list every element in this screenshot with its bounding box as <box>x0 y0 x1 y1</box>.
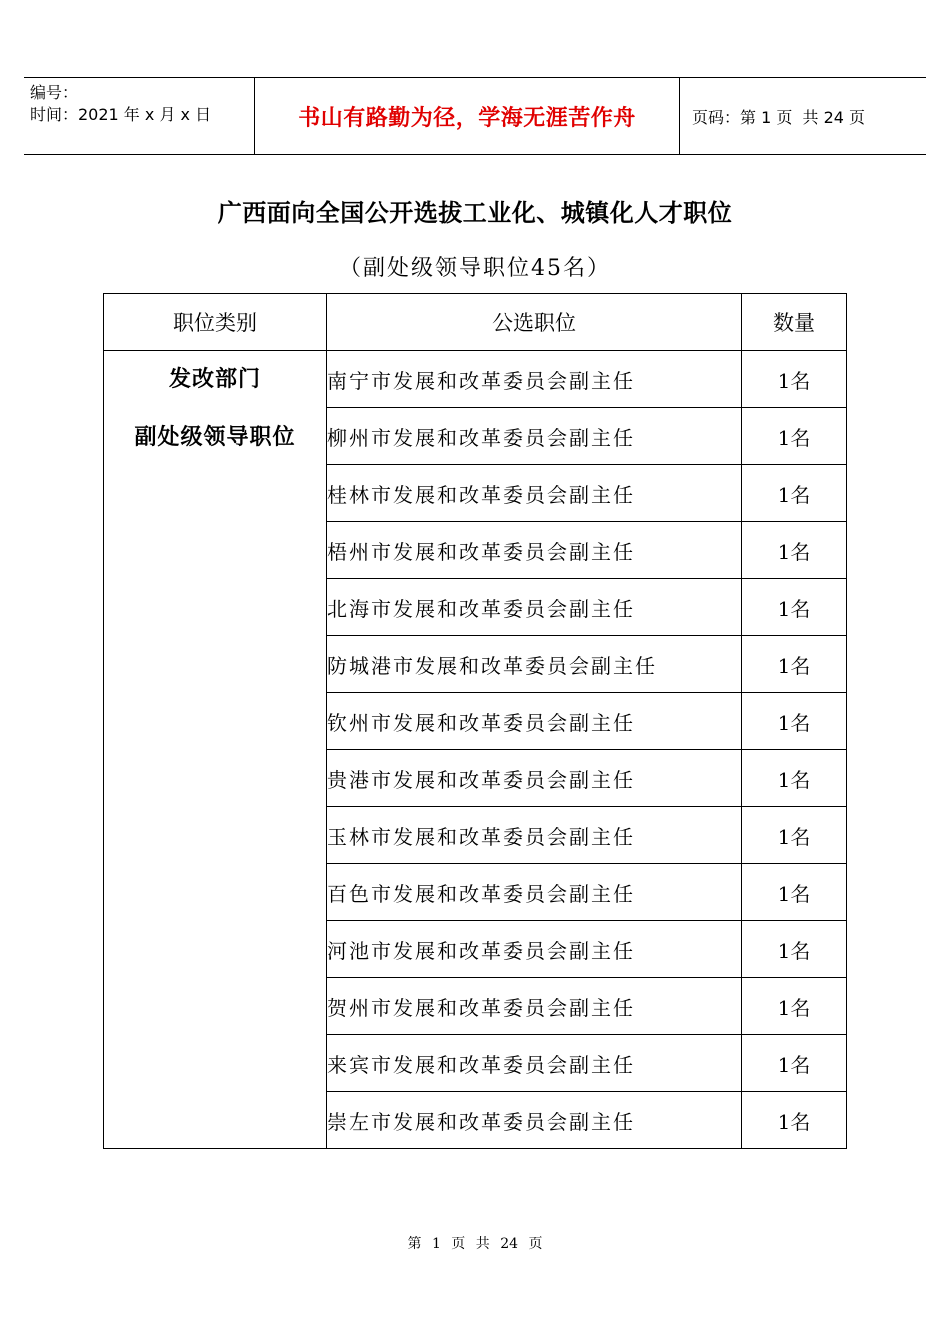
table-body <box>104 351 847 1149</box>
position-cell: 梧州市发展和改革委员会副主任 <box>327 522 742 579</box>
position-cell: 河池市发展和改革委员会副主任 <box>327 921 742 978</box>
position-cell: 南宁市发展和改革委员会副主任 <box>327 351 742 408</box>
header-motto: 书山有路勤为径，学海无涯苦作舟 <box>254 78 680 154</box>
quantity-cell: 1名 <box>742 978 847 1035</box>
serial-label: 编号： <box>30 83 79 102</box>
header-meta <box>24 78 254 154</box>
position-cell: 百色市发展和改革委员会副主任 <box>327 864 742 921</box>
page-header <box>24 77 926 155</box>
document-title: 广西面向全国公开选拔工业化、城镇化人才职位 <box>217 199 733 227</box>
quantity-cell: 1名 <box>742 921 847 978</box>
position-cell: 贺州市发展和改革委员会副主任 <box>327 978 742 1035</box>
header-page-info <box>680 78 926 154</box>
header-category: 职位类别 <box>104 294 327 351</box>
header-quantity: 数量 <box>742 294 847 351</box>
position-cell: 钦州市发展和改革委员会副主任 <box>327 693 742 750</box>
quantity-cell: 1名 <box>742 465 847 522</box>
quantity-cell: 1名 <box>742 693 847 750</box>
document-subtitle: （副处级领导职位45名） <box>339 256 611 281</box>
table-header-row <box>104 294 847 351</box>
category-line-1: 发改部门 <box>168 367 261 392</box>
position-cell: 防城港市发展和改革委员会副主任 <box>327 636 742 693</box>
position-cell: 柳州市发展和改革委员会副主任 <box>327 408 742 465</box>
quantity-cell: 1名 <box>742 1092 847 1149</box>
quantity-cell: 1名 <box>742 750 847 807</box>
quantity-cell: 1名 <box>742 579 847 636</box>
header-position: 公选职位 <box>327 294 742 351</box>
position-cell: 北海市发展和改革委员会副主任 <box>327 579 742 636</box>
quantity-cell: 1名 <box>742 1035 847 1092</box>
quantity-cell: 1名 <box>742 408 847 465</box>
position-cell: 贵港市发展和改革委员会副主任 <box>327 750 742 807</box>
table-row <box>104 351 847 408</box>
quantity-cell: 1名 <box>742 864 847 921</box>
category-line-2: 副处级领导职位 <box>134 425 296 450</box>
quantity-cell: 1名 <box>742 807 847 864</box>
page-footer: 第 1 页 共 24 页 <box>407 1236 543 1252</box>
position-cell: 桂林市发展和改革委员会副主任 <box>327 465 742 522</box>
quantity-cell: 1名 <box>742 522 847 579</box>
time-label: 时间：2021 年 x 月 x 日 <box>30 105 212 124</box>
position-cell: 崇左市发展和改革委员会副主任 <box>327 1092 742 1149</box>
page-info-text: 页码：第 1 页 共 24 页 <box>692 107 866 127</box>
category-cell <box>104 351 327 1149</box>
quantity-cell: 1名 <box>742 636 847 693</box>
position-cell: 玉林市发展和改革委员会副主任 <box>327 807 742 864</box>
positions-table <box>103 293 847 1149</box>
quantity-cell: 1名 <box>742 351 847 408</box>
position-cell: 来宾市发展和改革委员会副主任 <box>327 1035 742 1092</box>
